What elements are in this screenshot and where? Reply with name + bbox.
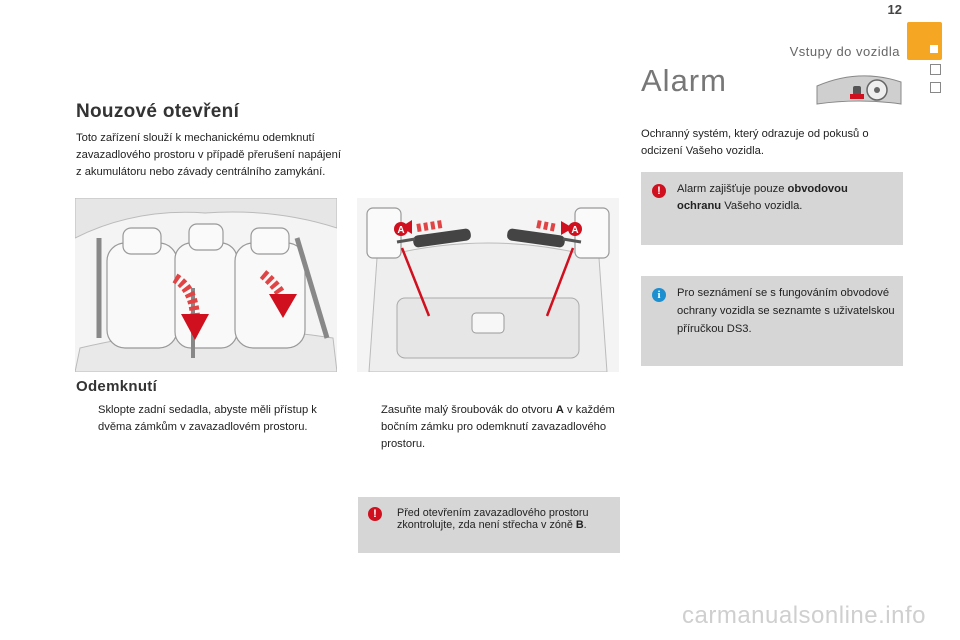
lock-label-a-right: A <box>571 225 579 236</box>
warning-label-b: B <box>575 519 584 531</box>
rear-seats-illustration <box>75 198 337 372</box>
watermark: carmanualsonline.info <box>682 602 926 629</box>
chapter-tab-active[interactable] <box>907 22 942 60</box>
step-fold-seats: Sklopte zadní sedadla, abyste měli přístup k dvěma zámkům v zavazadlovém prostoru. <box>98 404 317 433</box>
warning-text: . <box>583 519 587 531</box>
warning-icon: ! <box>652 184 666 198</box>
step2-text: v každém bočním zámku pro odemknutí zavazadlového prostoru. <box>381 404 615 450</box>
chapter-title: Vstupy do vozidla <box>789 44 900 59</box>
warning-roof-text <box>397 507 617 531</box>
emergency-intro: Toto zařízení slouží k mechanickému odemknutí zavazadlového prostoru v případě přerušení napájení z akumulátoru nebo závady centrálního zamykání. <box>76 132 341 178</box>
alarm-info-text: Pro seznámení se s fungováním obvodové ochrany vozidla se seznamte s uživatelskou příručkou DS3. <box>677 287 895 335</box>
tab-square-icon <box>930 45 938 53</box>
chapter-tab[interactable] <box>930 82 941 93</box>
chapter-tab[interactable] <box>930 64 941 75</box>
warning-text: Před otevřením zavazadlového prostoru zkontrolujte, zda není střecha v zóně <box>397 507 589 531</box>
step-insert-screwdriver <box>381 402 617 453</box>
alarm-info-box <box>641 276 903 366</box>
alarm-warning-text-part: Alarm zajišťuje pouze <box>677 183 788 195</box>
alarm-warning-text <box>677 181 887 215</box>
section-title-emergency-opening: Nouzové otevření <box>76 101 240 122</box>
warning-icon: ! <box>368 507 382 521</box>
warning-roof-box <box>358 497 620 553</box>
section-title-alarm: Alarm <box>641 63 727 98</box>
step2-text: Zasuňte malý šroubovák do otvoru <box>381 404 556 416</box>
dashboard-alarm-icon <box>815 72 903 106</box>
page-number: 12 <box>887 2 902 17</box>
alarm-warning-box <box>641 172 903 245</box>
alarm-warning-bold: obvodovou ochranu <box>677 183 848 212</box>
alarm-intro: Ochranný systém, který odrazuje od pokusů o odcizení Vašeho vozidla. <box>641 128 869 157</box>
alarm-warning-text-part: Vašeho vozidla. <box>721 200 803 212</box>
info-icon: i <box>652 288 666 302</box>
lock-label-a-left: A <box>397 225 405 236</box>
section-subtitle-unlock: Odemknutí <box>76 378 158 395</box>
step2-label-a: A <box>555 404 564 416</box>
trunk-locks-illustration <box>357 198 619 372</box>
